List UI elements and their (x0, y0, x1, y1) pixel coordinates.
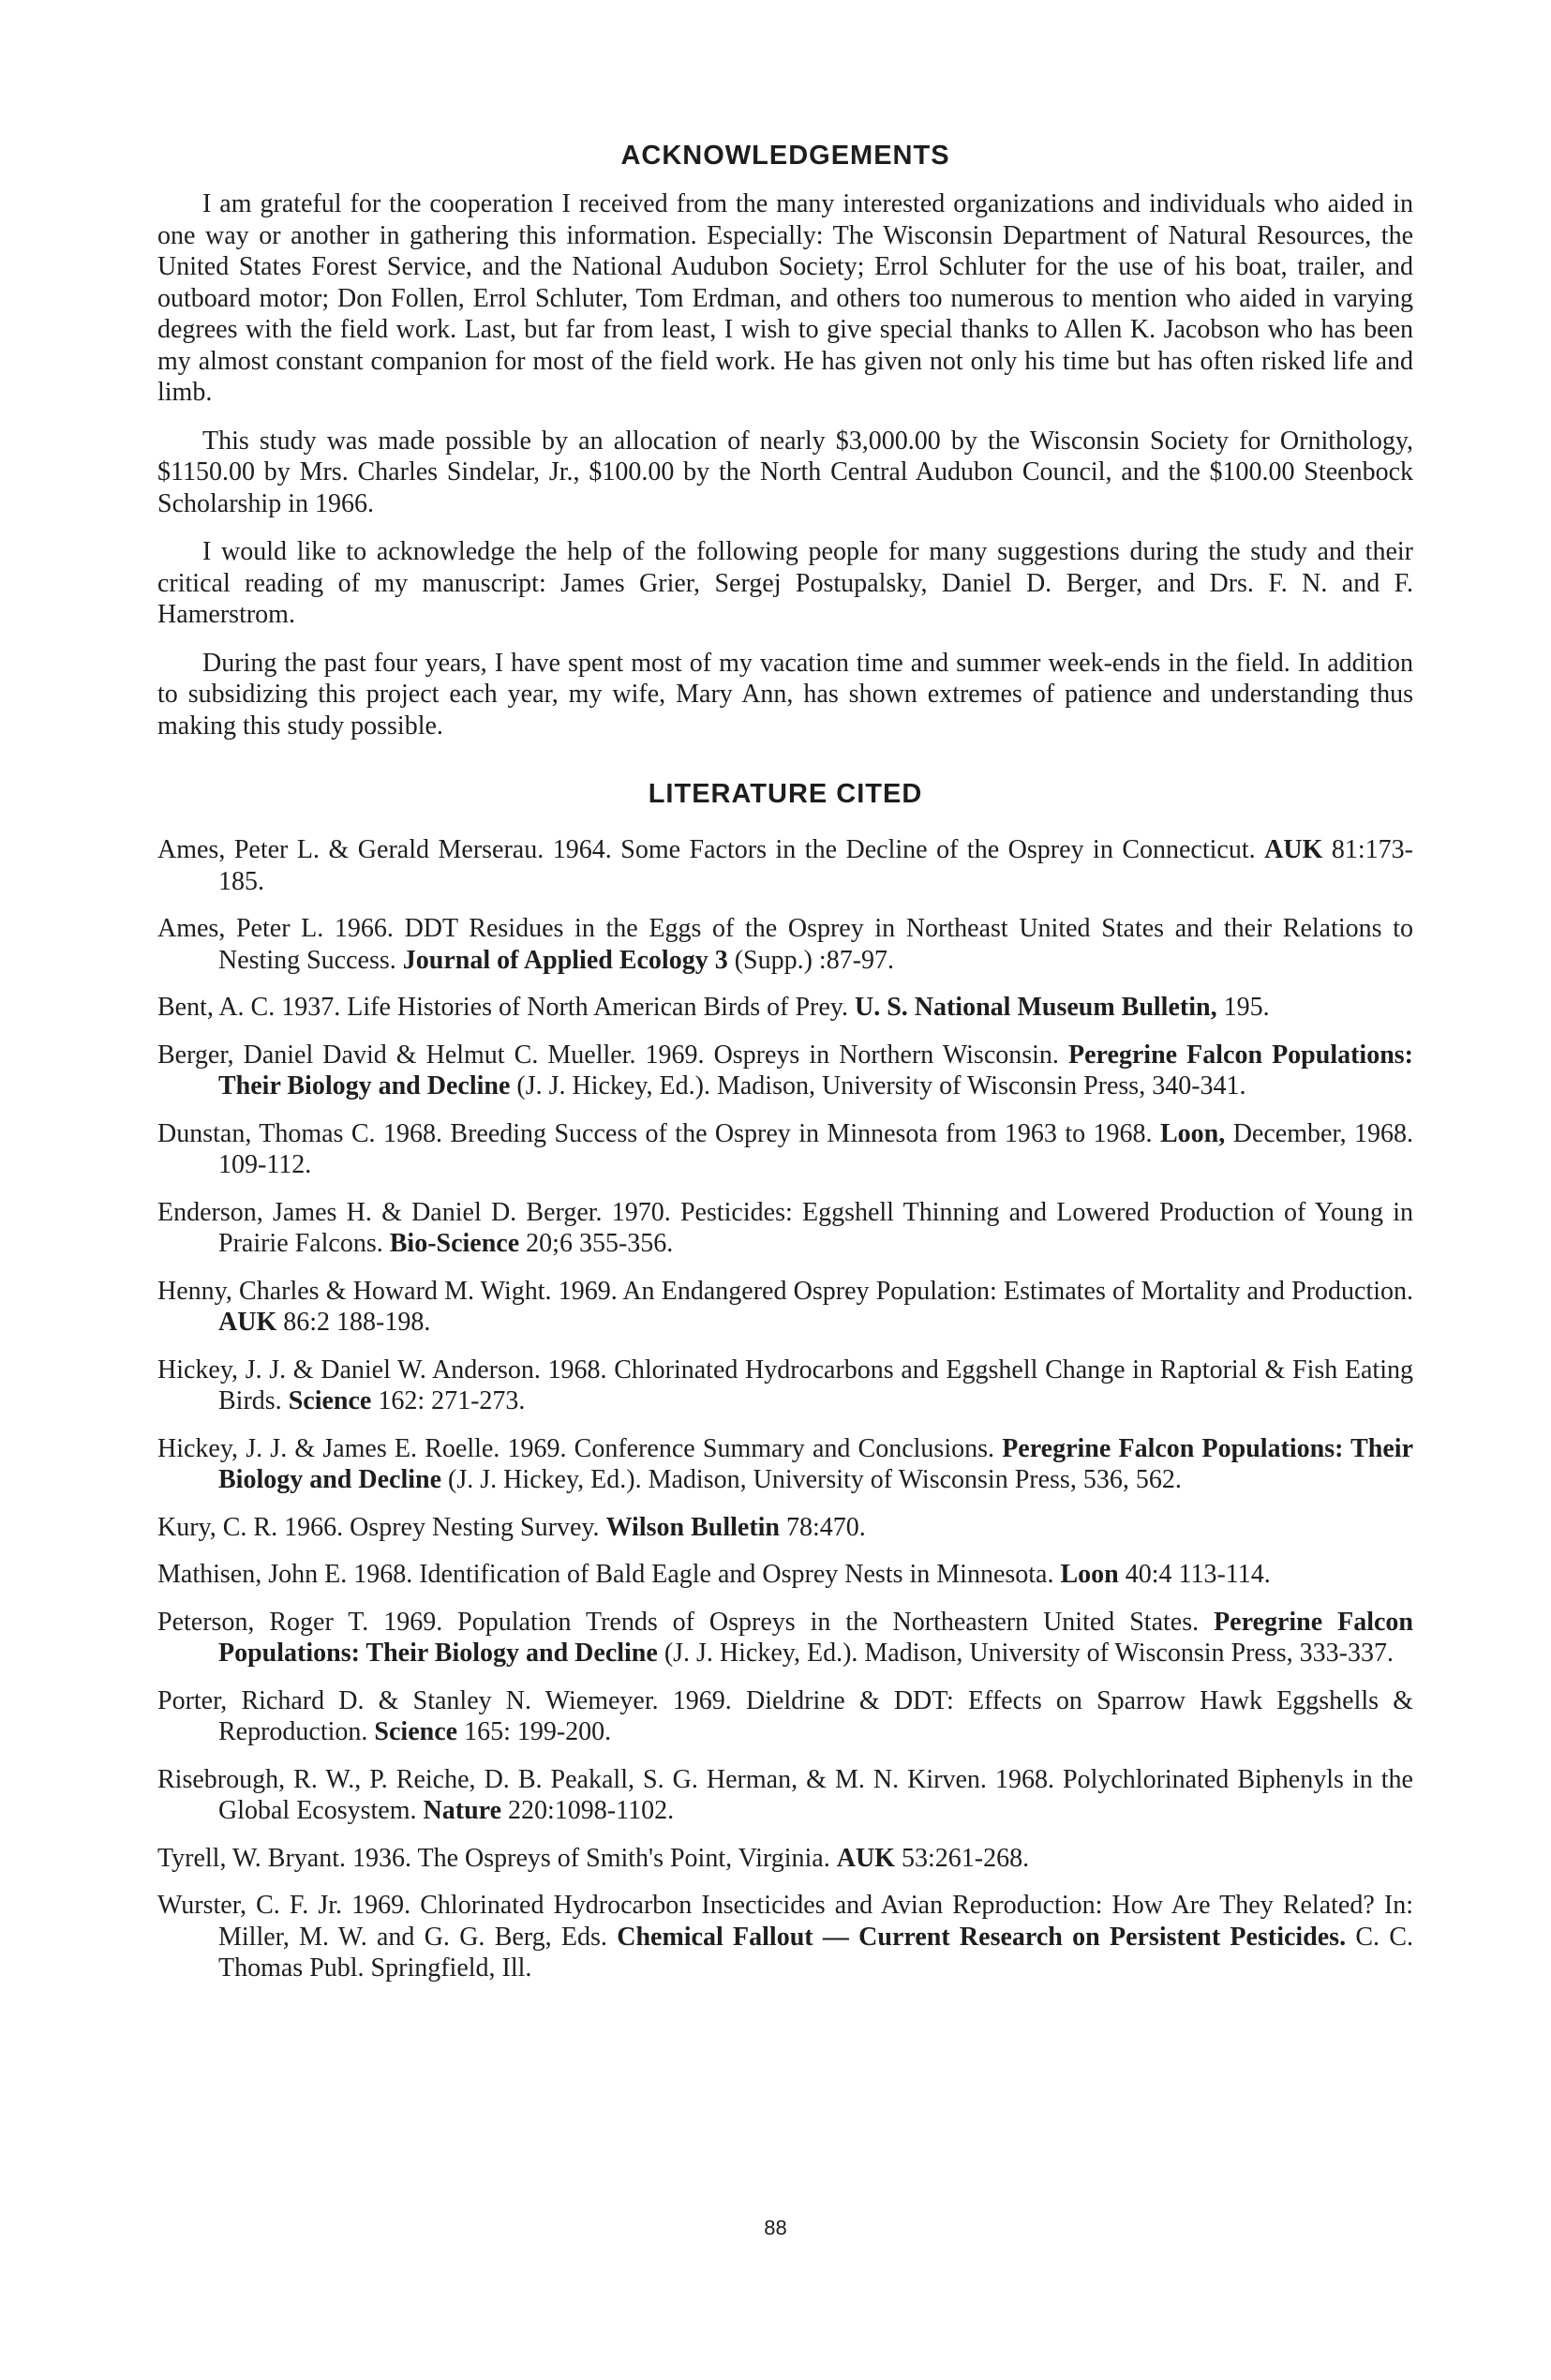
acknowledgements-heading: ACKNOWLEDGEMENTS (620, 141, 950, 171)
reference-entry (157, 1843, 1413, 1875)
page-content (157, 141, 1413, 2000)
reference-tail: 195. (1223, 993, 1270, 1022)
reference-tail: 53:261-268. (901, 1843, 1030, 1873)
reference-tail: C. C. Thomas Publ. Springfield, Ill. (218, 1922, 1414, 1983)
reference-text: Enderson, James H. & Daniel D. Berger. 1970. Pesticides: Eggshell Thinning and Lowered Production of Young in Prairie Falcons. (157, 1197, 1413, 1258)
reference-entry (157, 913, 1413, 976)
reference-tail: 165: 199-200. (464, 1717, 612, 1746)
reference-tail: 20;6 355-356. (526, 1229, 674, 1258)
reference-entry (157, 1276, 1413, 1339)
reference-text: Tyrell, W. Bryant. 1936. The Ospreys of Smith's Point, Virginia. (157, 1843, 830, 1873)
reference-tail: 162: 271-273. (378, 1386, 526, 1415)
reference-entry (157, 1118, 1413, 1181)
reference-text: Bent, A. C. 1937. Life Histories of North American Birds of Prey. (157, 993, 848, 1022)
reference-text: Ames, Peter L. & Gerald Merserau. 1964. Some Factors in the Decline of the Osprey in Connecticut. (157, 835, 1256, 864)
ack-paragraph: I would like to acknowledge the help of the following people for many suggestions during the study and their critical reading of my manuscript: James Grier, Sergej Postupalsky, Daniel D. Berger, and Drs. F. N. and F. Hamerstrom. (157, 537, 1413, 629)
reference-entry (157, 1890, 1413, 1984)
reference-tail: 78:470. (786, 1512, 866, 1542)
reference-tail: December, 1968. 109-112. (218, 1118, 1414, 1179)
reference-text: Hickey, J. J. & Daniel W. Anderson. 1968. Chlorinated Hydrocarbons and Eggshell Change in Raptorial & Fish Eating Birds. (157, 1355, 1413, 1415)
reference-journal: U. S. National Museum Bulletin, (854, 993, 1217, 1022)
page-number: 88 (764, 2216, 787, 2239)
reference-journal: AUK (836, 1843, 895, 1873)
reference-journal: Science (288, 1386, 372, 1415)
reference-entry (157, 992, 1413, 1024)
reference-entry (157, 1512, 1413, 1544)
reference-entry (157, 1355, 1413, 1417)
reference-text: Hickey, J. J. & James E. Roelle. 1969. Conference Summary and Conclusions. (157, 1433, 995, 1463)
reference-entry (157, 1197, 1413, 1260)
reference-tail: (J. J. Hickey, Ed.). Madison, University of Wisconsin Press, 333-337. (664, 1639, 1394, 1668)
reference-text: Dunstan, Thomas C. 1968. Breeding Success of the Osprey in Minnesota from 1963 to 1968. (157, 1118, 1153, 1148)
reference-journal: Peregrine Falcon Populations: Their Biology and Decline (218, 1040, 1413, 1100)
reference-tail: 86:2 188-198. (283, 1308, 431, 1337)
reference-text: Kury, C. R. 1966. Osprey Nesting Survey. (157, 1512, 600, 1542)
reference-journal: Chemical Fallout — Current Research on Persistent Pesticides. (617, 1922, 1347, 1952)
reference-journal: Journal of Applied Ecology 3 (402, 945, 728, 975)
reference-tail: (Supp.) :87-97. (734, 945, 895, 975)
reference-text: Mathisen, John E. 1968. Identification of Bald Eagle and Osprey Nests in Minnesota. (157, 1560, 1054, 1589)
reference-text: Ames, Peter L. 1966. DDT Residues in the Eggs of the Osprey in Northeast United States and their Relations to Nesting Success. (157, 914, 1413, 975)
reference-journal: Science (374, 1717, 458, 1746)
reference-journal: Nature (423, 1796, 501, 1825)
reference-journal: AUK (218, 1308, 277, 1337)
reference-journal: Loon (1060, 1560, 1119, 1589)
ack-paragraph: I am grateful for the cooperation I received from the many interested organizations and individuals who aided in one way or another in gathering this information. Especially: The Wisconsin Department of Natural Resources, the United States Forest Service, and the National Audubon Society; Errol Schluter for the use of his boat, trailer, and outboard motor; Don Follen, Errol Schluter, Tom Erdman, and others too numerous to mention who aided in varying degrees with the field work. Last, but far from least, I wish to give special thanks to Allen K. Jacobson who has been my almost constant companion for most of the field work. He has given not only his time but has often risked life and limb. (157, 189, 1413, 407)
reference-journal: Wilson Bulletin (605, 1512, 780, 1542)
reference-tail: (J. J. Hickey, Ed.). Madison, University of Wisconsin Press, 536, 562. (448, 1465, 1182, 1494)
reference-journal: Bio-Science (389, 1229, 520, 1258)
reference-journal: AUK (1264, 835, 1323, 864)
ack-paragraph: During the past four years, I have spent most of my vacation time and summer week-ends in the field. In addition to subsidizing this project each year, my wife, Mary Ann, has shown extremes of patience and understanding thus making this study possible. (157, 648, 1413, 741)
reference-text: Wurster, C. F. Jr. 1969. Chlorinated Hydrocarbon Insecticides and Avian Reproduction: How Are They Related? In: Miller, M. W. and G. G. Berg, Eds. (157, 1891, 1413, 1952)
reference-text: Risebrough, R. W., P. Reiche, D. B. Peakall, S. G. Herman, & M. N. Kirven. 1968. Polychlorinated Biphenyls in the Global Ecosystem. (157, 1764, 1413, 1825)
reference-entry (157, 1040, 1413, 1102)
ack-paragraph: This study was made possible by an allocation of nearly $3,000.00 by the Wisconsin Society for Ornithology, $1150.00 by Mrs. Charles Sindelar, Jr., $100.00 by the North Central Audubon Council, and the $100.00 Steenbock Scholarship in 1966. (157, 426, 1413, 518)
reference-text: Henny, Charles & Howard M. Wight. 1969. An Endangered Osprey Population: Estimates of Mortality and Production. (157, 1276, 1413, 1306)
reference-entry (157, 834, 1413, 897)
reference-journal: Peregrine Falcon Populations: Their Biology and Decline (218, 1433, 1414, 1494)
reference-tail: 81:173-185. (218, 835, 1413, 896)
literature-cited-heading: LITERATURE CITED (648, 779, 923, 809)
reference-tail: (J. J. Hickey, Ed.). Madison, University of Wisconsin Press, 340-341. (516, 1071, 1246, 1100)
reference-text: Porter, Richard D. & Stanley N. Wiemeyer. 1969. Dieldrine & DDT: Effects on Sparrow Hawk Eggshells & Reproduction. (157, 1685, 1413, 1746)
reference-journal: Peregrine Falcon Populations: Their Biology and Decline (218, 1607, 1413, 1668)
reference-text: Berger, Daniel David & Helmut C. Mueller. 1969. Ospreys in Northern Wisconsin. (157, 1040, 1059, 1070)
reference-entry (157, 1685, 1413, 1748)
reference-entry (157, 1433, 1413, 1496)
reference-tail: 40:4 113-114. (1125, 1560, 1271, 1589)
reference-entry (157, 1607, 1413, 1669)
reference-text: Peterson, Roger T. 1969. Population Trends of Ospreys in the Northeastern United States. (157, 1607, 1200, 1637)
reference-journal: Loon, (1160, 1118, 1226, 1148)
reference-tail: 220:1098-1102. (508, 1796, 675, 1825)
reference-entry (157, 1559, 1413, 1591)
reference-entry (157, 1764, 1413, 1827)
